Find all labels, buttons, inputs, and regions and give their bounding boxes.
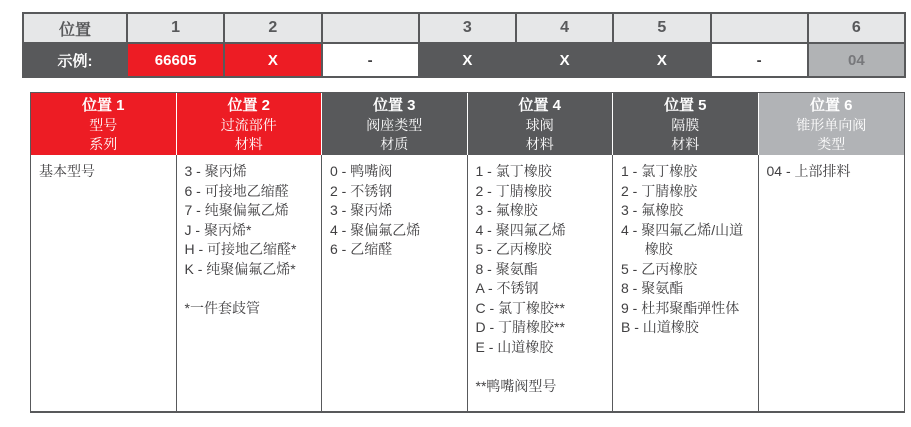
- position-label-cell: 位置: [24, 14, 126, 42]
- option-item: K - 纯聚偏氟乙烯*: [184, 260, 296, 277]
- option-item: 0 - 鸭嘴阀: [330, 163, 393, 179]
- option-item: [185, 279, 316, 299]
- option-item: H - 可接地乙缩醛*: [184, 241, 297, 257]
- example-x2-cell: X: [225, 44, 320, 76]
- example-x4-cell: X: [517, 44, 612, 76]
- position-3-cell: 3: [420, 14, 515, 42]
- header-title: 位置 4: [518, 97, 561, 114]
- option-item: **鸭嘴阀型号: [475, 377, 557, 394]
- option-item: 3 - 聚丙烯: [184, 163, 247, 179]
- option-item: 2 - 丁腈橡胶: [621, 182, 698, 199]
- header-subtitle: 材料: [525, 136, 554, 152]
- option-item: 4 - 聚四氟乙烯: [475, 221, 566, 238]
- header-subtitle: 阀座类型: [366, 116, 423, 133]
- example-x5-cell: X: [614, 44, 709, 76]
- header-subtitle: 隔膜: [671, 116, 700, 133]
- position-2-header: [177, 93, 323, 155]
- header-subtitle: 过流部件: [220, 116, 277, 133]
- header-subtitle: 类型: [817, 136, 846, 152]
- option-item: 1 - 氯丁橡胶: [621, 163, 698, 179]
- option-item: *一件套歧管: [184, 299, 260, 316]
- option-item: 5 - 乙丙橡胶: [475, 241, 552, 257]
- header-title: 位置 2: [227, 97, 270, 114]
- option-item: 04 - 上部排料: [766, 163, 851, 179]
- position-6-cell: 6: [809, 14, 904, 42]
- option-item: D - 丁腈橡胶**: [475, 319, 565, 335]
- option-item: 3 - 氟橡胶: [475, 202, 538, 218]
- position-5-column: [613, 93, 759, 411]
- option-item: 4 - 聚四氟乙烯/山道橡胶: [621, 221, 744, 257]
- position-spec-table: [30, 92, 905, 413]
- option-item: 3 - 聚丙烯: [330, 202, 393, 218]
- option-item: J - 聚丙烯*: [184, 221, 252, 238]
- header-subtitle: 材料: [671, 136, 700, 152]
- position-1-header: [31, 93, 177, 155]
- example-dash-cell: -: [323, 44, 418, 76]
- position-4-options: [468, 155, 614, 411]
- option-item: 2 - 不锈钢: [330, 182, 393, 199]
- option-item: E - 山道橡胶: [475, 338, 554, 355]
- position-4-header: [468, 93, 614, 155]
- header-title: 位置 3: [372, 97, 416, 114]
- position-4-cell: 4: [517, 14, 612, 42]
- header-subtitle: 系列: [89, 136, 118, 152]
- position-2-column: [177, 93, 323, 411]
- example-model-cell: 66605: [128, 44, 223, 76]
- position-4-column: [468, 93, 614, 411]
- header-subtitle: 材质: [380, 136, 409, 152]
- option-item: 4 - 聚偏氟乙烯: [330, 221, 421, 238]
- option-item: 5 - 乙丙橡胶: [621, 260, 698, 277]
- position-gap-cell: [712, 14, 807, 42]
- header-title: 位置 5: [663, 97, 707, 114]
- option-item: 基本型号: [39, 163, 95, 179]
- position-5-options: [613, 155, 759, 411]
- header-subtitle: 球阀: [525, 116, 554, 133]
- position-3-options: [322, 155, 468, 411]
- option-item: 8 - 聚氨酯: [621, 280, 684, 296]
- option-item: C - 氯丁橡胶**: [475, 299, 565, 316]
- example-code-table: [22, 12, 906, 78]
- position-3-header: [322, 93, 468, 155]
- option-item: 6 - 乙缩醛: [330, 241, 393, 257]
- option-item: 9 - 杜邦聚酯弹性体: [621, 299, 740, 316]
- position-1-options: [31, 155, 177, 411]
- header-subtitle: 型号: [89, 116, 118, 133]
- option-item: 2 - 丁腈橡胶: [475, 182, 552, 199]
- position-1-cell: 1: [128, 14, 223, 42]
- option-item: A - 不锈钢: [475, 280, 539, 296]
- example-label-cell: 示例:: [24, 44, 126, 76]
- position-1-column: [31, 93, 177, 411]
- example-dash-cell: -: [712, 44, 807, 76]
- option-item: 6 - 可接地乙缩醛: [184, 182, 289, 199]
- header-title: 位置 6: [809, 97, 853, 114]
- position-6-column: [759, 93, 905, 411]
- header-subtitle: 锥形单向阀: [796, 116, 867, 133]
- position-2-options: [177, 155, 323, 411]
- position-gap-cell: [323, 14, 418, 42]
- option-item: [476, 357, 607, 377]
- header-title: 位置 1: [81, 97, 125, 114]
- position-5-cell: 5: [614, 14, 709, 42]
- option-item: 3 - 氟橡胶: [621, 202, 684, 218]
- option-item: 1 - 氯丁橡胶: [475, 163, 552, 179]
- example-x3-cell: X: [420, 44, 515, 76]
- position-5-header: [613, 93, 759, 155]
- example-suffix-cell: 04: [809, 44, 904, 76]
- option-item: 7 - 纯聚偏氟乙烯: [184, 202, 289, 218]
- position-2-cell: 2: [225, 14, 320, 42]
- header-subtitle: 材料: [234, 136, 263, 152]
- position-6-header: [759, 93, 905, 155]
- position-3-column: [322, 93, 468, 411]
- option-item: B - 山道橡胶: [621, 319, 699, 335]
- position-6-options: [759, 155, 905, 411]
- option-item: 8 - 聚氨酯: [475, 260, 538, 277]
